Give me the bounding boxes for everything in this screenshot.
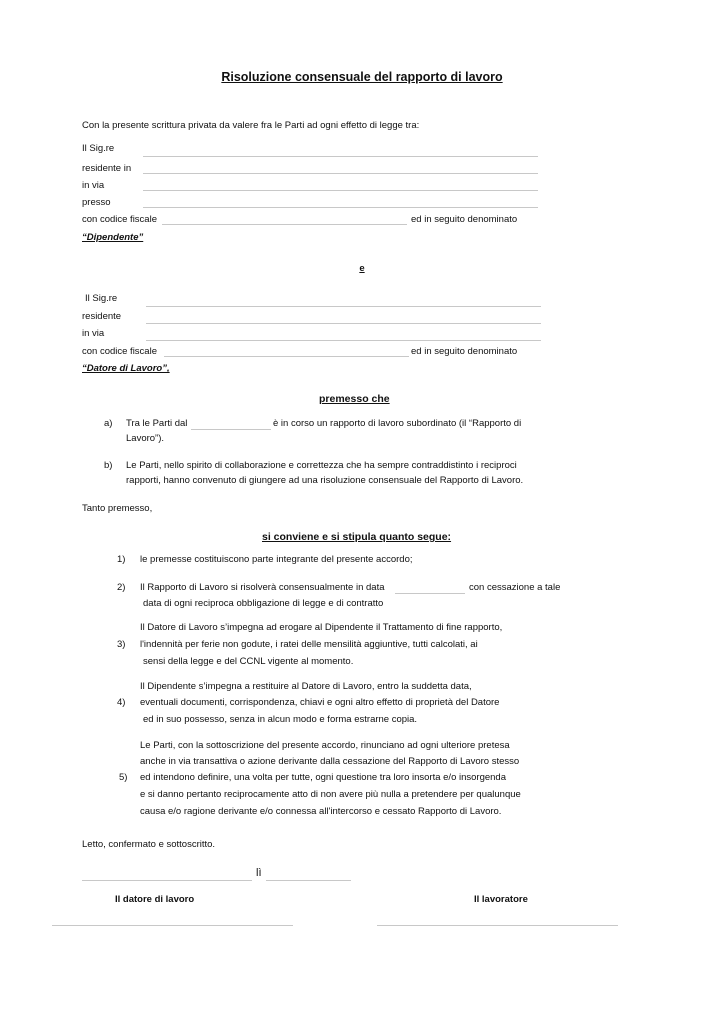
- premessa-a-text-pre: Tra le Parti dal: [126, 418, 188, 429]
- premessa-b-text-line2: rapporti, hanno convenuto di giungere ad una risoluzione consensuale del Rapporto di Lavoro.: [126, 475, 524, 486]
- tanto-premesso-text: Tanto premesso,: [82, 503, 153, 514]
- premessa-b-marker: b): [104, 460, 113, 471]
- clause-5-text-line3: ed intendono definire, una volta per tutte, ogni questione tra loro insorta e/o insorgenda: [140, 772, 507, 783]
- conviene-heading: si conviene e si stipula quanto segue:: [262, 531, 452, 543]
- party1-residente-field[interactable]: [143, 173, 538, 174]
- conjunction-e: e: [359, 263, 365, 274]
- clause-5-number: 5): [119, 772, 128, 783]
- clause-4-text-line2: eventuali documenti, corrispondenza, chiavi e ogni altro effetto di proprietà del Datore: [140, 697, 500, 708]
- clause-5-text-line5: causa e/o ragione derivante e/o connessa all'intercorso e cessato Rapporto di Lavoro.: [140, 806, 502, 817]
- clause-2-text-pre: Il Rapporto di Lavoro si risolverà consensualmente in data: [140, 582, 385, 593]
- clause-4-number: 4): [117, 697, 126, 708]
- party2-denominato-text: ed in seguito denominato: [411, 346, 518, 357]
- clause-5-text-line4: e si danno pertanto reciprocamente atto di non avere più nulla a pretendere per qualunque: [140, 789, 521, 800]
- party1-sig-label: Il Sig.re: [82, 143, 115, 154]
- sign-lavoratore-field[interactable]: [377, 925, 618, 926]
- clause-3-text-line3: sensi della legge e del CCNL vigente al momento.: [143, 656, 354, 667]
- clause-2-text-line2: data di ogni reciproca obbligazione di legge e di contratto: [143, 598, 384, 609]
- sign-datore-field[interactable]: [52, 925, 293, 926]
- place-field[interactable]: [82, 880, 252, 881]
- premessa-a-date-field[interactable]: [191, 429, 271, 430]
- party2-cf-label: con codice fiscale: [82, 346, 157, 357]
- party2-residente-label: residente: [82, 311, 122, 322]
- clause-1-number: 1): [117, 554, 126, 565]
- clause-4-text-line3: ed in suo possesso, senza in alcun modo e forma estrarne copia.: [143, 714, 418, 725]
- party1-presso-field[interactable]: [143, 207, 538, 208]
- party1-cf-field[interactable]: [162, 224, 407, 225]
- letto-text: Letto, confermato e sottoscritto.: [82, 839, 216, 850]
- party1-name-field[interactable]: [143, 156, 538, 157]
- clause-5-text-line2: anche in via transattiva o azione derivante dalla cessazione del Rapporto di Lavoro stesso: [140, 756, 520, 767]
- party1-role: “Dipendente”: [82, 232, 144, 243]
- clause-4-text-line1: Il Dipendente s’impegna a restituire al Datore di Lavoro, entro la suddetta data,: [140, 681, 472, 692]
- party2-residente-field[interactable]: [146, 323, 541, 324]
- party2-cf-field[interactable]: [164, 356, 409, 357]
- party1-via-field[interactable]: [143, 190, 538, 191]
- date-field[interactable]: [266, 880, 351, 881]
- party2-via-label: in via: [82, 328, 105, 339]
- party1-via-label: in via: [82, 180, 105, 191]
- party1-presso-label: presso: [82, 197, 111, 208]
- clause-2-date-field[interactable]: [395, 593, 465, 594]
- clause-3-text-line2: l'indennità per ferie non godute, i ratei delle mensilità aggiuntive, tutti calcolati, ai: [140, 639, 478, 650]
- party2-name-field[interactable]: [146, 306, 541, 307]
- clause-3-text-line1: Il Datore di Lavoro s’impegna ad erogare al Dipendente il Trattamento di fine rapporto,: [140, 622, 503, 633]
- clause-2-text-post: con cessazione a tale: [469, 582, 561, 593]
- sign-datore-label: Il datore di lavoro: [115, 894, 195, 905]
- premessa-a-text-line2: Lavoro”).: [126, 433, 165, 444]
- document-title: Risoluzione consensuale del rapporto di lavoro: [221, 70, 503, 84]
- party2-via-field[interactable]: [146, 340, 541, 341]
- party2-sig-label: Il Sig.re: [85, 293, 118, 304]
- clause-2-number: 2): [117, 582, 126, 593]
- clause-5-text-line1: Le Parti, con la sottoscrizione del presente accordo, rinunciano ad ogni ulteriore pretesa: [140, 740, 510, 751]
- premesso-heading: premesso che: [319, 393, 390, 405]
- intro-text: Con la presente scrittura privata da valere fra le Parti ad ogni effetto di legge tra:: [82, 120, 420, 131]
- party2-role: “Datore di Lavoro”,: [82, 363, 170, 374]
- clause-3-number: 3): [117, 639, 126, 650]
- party1-residente-label: residente in: [82, 163, 132, 174]
- premessa-a-text-post: è in corso un rapporto di lavoro subordinato (il “Rapporto di: [273, 418, 522, 429]
- premessa-b-text-line1: Le Parti, nello spirito di collaborazione e correttezza che ha sempre contraddistinto i reciproci: [126, 460, 517, 471]
- li-text: lì: [256, 867, 262, 879]
- party1-cf-label: con codice fiscale: [82, 214, 157, 225]
- premessa-a-marker: a): [104, 418, 113, 429]
- clause-1-text: le premesse costituiscono parte integrante del presente accordo;: [140, 554, 413, 565]
- party1-denominato-text: ed in seguito denominato: [411, 214, 518, 225]
- sign-lavoratore-label: Il lavoratore: [474, 894, 528, 905]
